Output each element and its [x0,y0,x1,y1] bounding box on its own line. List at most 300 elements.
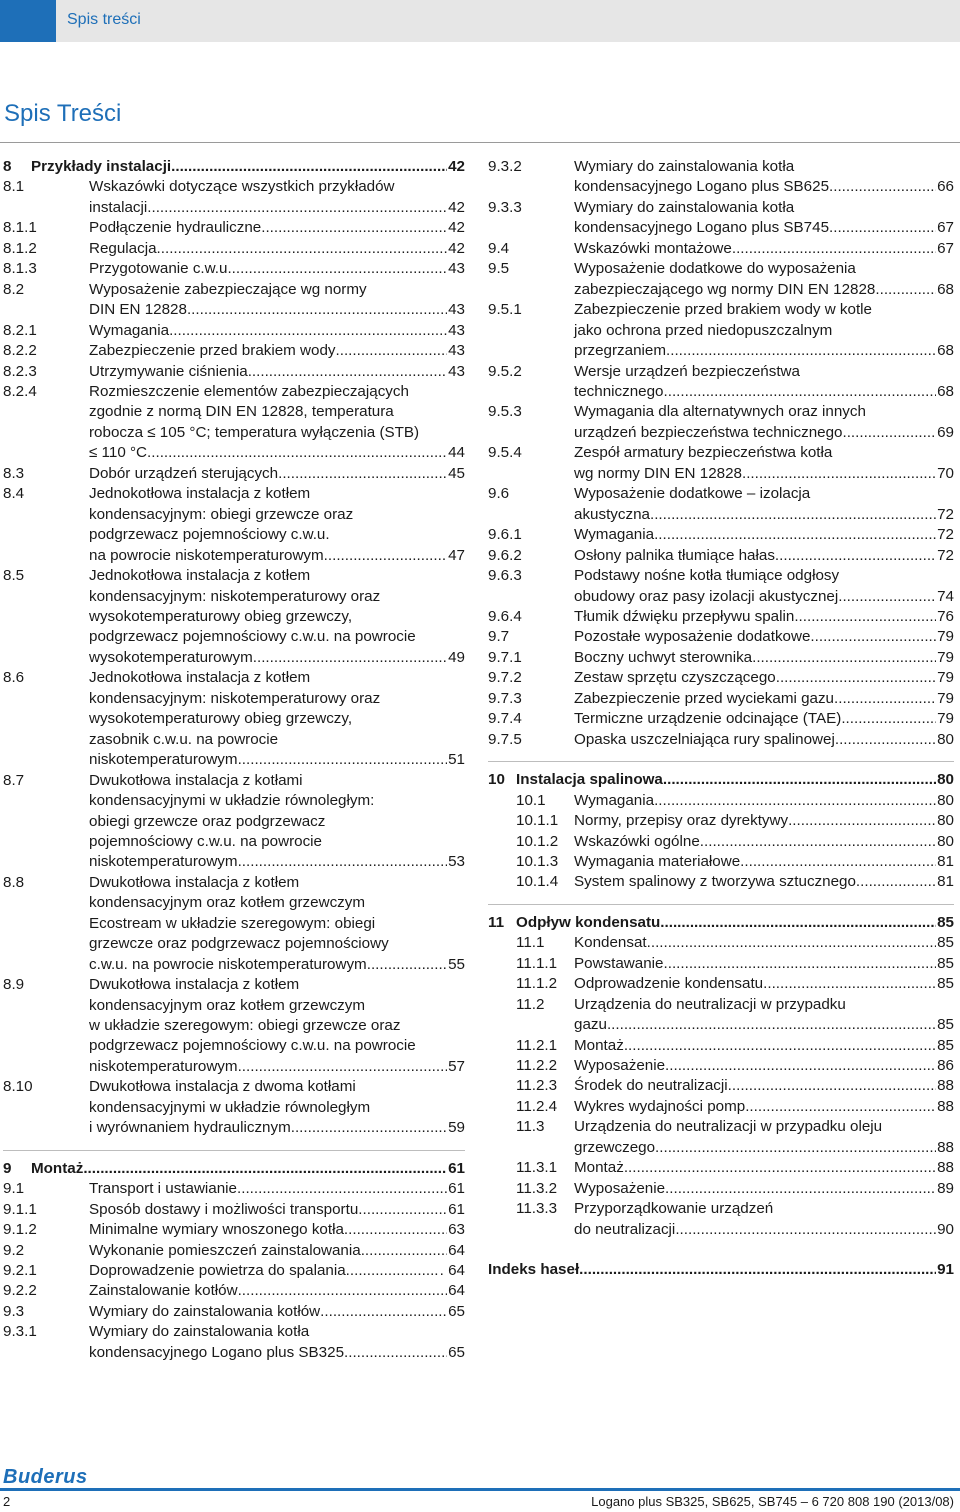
toc-entry-number: 9 [3,1159,12,1177]
toc-entry-number: 11.1 [516,934,545,952]
toc-entry-number: 9.3 [3,1302,25,1320]
dot-leader [238,1281,448,1301]
dot-leader [261,218,447,238]
toc-entry-page: 88 [937,1077,954,1095]
toc-entry-page: 53 [448,853,465,871]
toc-entry[interactable] [3,177,465,218]
toc-entry[interactable] [488,709,954,729]
toc-entry-title-line: Montaż [31,1159,84,1177]
toc-entry[interactable] [3,1077,465,1138]
toc-entry-page: 65 [448,1302,465,1320]
dot-leader [607,1015,936,1035]
toc-entry[interactable] [488,689,954,709]
toc-entry-number: 9.5 [488,260,510,278]
toc-entry-number: 8.8 [3,873,25,891]
dot-leader [579,1260,936,1280]
toc-entry-number: 9.6.1 [488,526,522,544]
toc-entry[interactable] [488,362,954,403]
toc-entry[interactable] [3,771,465,873]
toc-entry-page: 59 [448,1119,465,1137]
toc-entry[interactable] [3,362,465,382]
toc-entry-title-line: kondensacyjnym oraz kotłem grzewczym [89,996,366,1014]
toc-entry-number: 11.1.2 [516,975,558,993]
toc-entry-number: 8.2.3 [3,362,37,380]
toc-entry-title-line: zgodnie z normą DIN EN 12828, temperatura [89,403,394,421]
toc-entry-page: 63 [448,1221,465,1239]
dot-leader [875,280,936,300]
toc-entry[interactable] [3,484,465,566]
toc-right-column [488,157,954,1281]
toc-entry-number: 11.3.2 [516,1179,558,1197]
header-title: Spis treści [67,11,141,28]
toc-entry-title-line: Wskazówki ogólne [574,832,700,850]
toc-entry[interactable] [3,1281,465,1301]
dot-leader [336,341,448,361]
dot-leader [664,382,937,402]
toc-entry-title-line: Zabezpieczenie przed wyciekami gazu [574,689,835,707]
toc-entry[interactable] [3,668,465,770]
toc-entry-page: 74 [937,587,954,605]
toc-entry-number: 11 [488,913,505,931]
toc-entry[interactable] [3,1322,465,1363]
toc-entry-page: 70 [937,464,954,482]
dot-leader [344,1220,447,1240]
toc-entry-number: 9.5.4 [488,444,522,462]
dot-leader [740,852,936,872]
dot-leader [171,157,447,177]
section-divider [3,1150,465,1151]
toc-entry[interactable] [488,1117,954,1158]
toc-entry-title-line: kondensacyjnym: niskotemperaturowy oraz [89,689,381,707]
dot-leader [346,1261,439,1281]
toc-entry-title-line: i wyrównaniem hydraulicznym [89,1119,291,1137]
toc-entry[interactable] [488,402,954,443]
toc-entry-page: 79 [937,669,954,687]
toc-entry[interactable] [3,1159,465,1179]
toc-entry-title-line: Wymagania [89,321,170,339]
dot-leader [624,1036,936,1056]
toc-entry-title-line: Wymagania [574,526,655,544]
dot-leader [841,709,936,729]
toc-entry-title-line: Transport i ustawianie [89,1180,238,1198]
toc-entry-title-line: Wymiary do zainstalowania kotła [574,198,795,216]
toc-entry-number: 11.2.3 [516,1077,558,1095]
dot-leader [752,648,936,668]
toc-entry-page: 85 [937,954,954,972]
toc-entry-title-line: Dwukotłowa instalacja z kotłem [89,976,300,994]
dot-leader [647,933,936,953]
toc-entry-page: 67 [937,239,954,257]
toc-entry-page: 66 [937,178,954,196]
toc-entry-title-line: Przykłady instalacji [31,158,172,175]
toc-entry-title-line: robocza ≤ 105 °C; temperatura wyłączenia (STB) [89,423,420,441]
dot-leader [810,627,936,647]
toc-entry-number: 9.2.1 [3,1262,37,1280]
toc-entry-title-line: Wskazówki montażowe [574,239,732,257]
toc-entry-title-line: Wersje urządzeń bezpieczeństwa [574,362,800,380]
toc-entry[interactable] [488,913,954,933]
toc-entry[interactable] [488,791,954,811]
toc-entry[interactable] [488,627,954,647]
toc-entry-page: 79 [937,648,954,666]
dot-leader [763,974,936,994]
toc-entry-number: 8.1.1 [3,219,37,237]
dot-leader [654,791,936,811]
toc-entry-title-line: technicznego [574,382,664,400]
toc-entry-title-line: Minimalne wymiary wnoszonego kotła [89,1221,344,1239]
toc-entry-page: 89 [937,1179,954,1197]
toc-entry-number: 10.1.3 [516,852,559,870]
toc-entry-page: 44 [448,444,465,462]
toc-entry[interactable] [488,198,954,239]
toc-entry[interactable] [488,832,954,852]
toc-entry-title-line: akustyczna [574,505,650,523]
title-divider [0,142,960,143]
toc-entry-title-line: Dobór urządzeń sterujących [89,464,279,482]
dot-leader [835,730,936,750]
toc-entry[interactable] [488,872,954,892]
toc-entry-title-line: Wyposażenie [574,1179,666,1197]
toc-entry-title-line: Wyposażenie [574,1057,666,1075]
toc-entry-page: 72 [937,546,954,564]
toc-entry[interactable] [3,1302,465,1322]
toc-entry-title-line: Przyporządkowanie urządzeń [574,1200,774,1218]
toc-entry-title-line: Zainstalowanie kotłów [89,1282,238,1300]
toc-entry[interactable] [3,464,465,484]
toc-entry[interactable] [3,566,465,668]
buderus-logo: Buderus [3,1466,88,1488]
document-reference: Logano plus SB325, SB625, SB745 – 6 720 808 190 (2013/08) [591,1494,954,1509]
dot-leader [838,587,936,607]
toc-entry[interactable] [488,566,954,607]
toc-entry-page: 90 [937,1220,954,1238]
toc-entry[interactable] [488,239,954,259]
toc-entry-page: 65 [448,1343,465,1361]
toc-entry-page: 86 [937,1057,954,1075]
toc-entry-title-line: Urządzenia do neutralizacji w przypadku [574,995,846,1013]
toc-entry-title-line: Wymiary do zainstalowania kotłów [89,1302,321,1320]
toc-entry[interactable] [488,730,954,750]
toc-entry-page: 85 [937,913,954,931]
dot-leader [728,1076,936,1096]
toc-entry[interactable] [3,1241,465,1261]
toc-entry-title-line: Podłączenie hydrauliczne [89,219,262,237]
toc-entry-number: 9.1.2 [3,1221,37,1239]
toc-entry-title-line: c.w.u. na powrocie niskotemperaturowym [89,955,367,973]
toc-entry-title-line: pojemnościowy c.w.u. na powrocie [89,832,322,850]
toc-entry-title-line: w układzie szeregowym: obiegi grzewcze oraz [89,1017,401,1035]
toc-entry-title-line: kondensacyjnym: niskotemperaturowy oraz [89,587,381,605]
toc-entry-title-line: podgrzewacz pojemnościowy c.w.u. [89,526,330,544]
toc-entry[interactable] [488,668,954,688]
toc-entry[interactable] [488,852,954,872]
toc-entry-page: 85 [937,1036,954,1054]
dot-leader [367,955,447,975]
toc-entry-title-line: Sposób dostawy i możliwości transportu [89,1200,359,1218]
toc-entry-number: 9.5.1 [488,301,522,319]
toc-entry-page: 43 [448,321,465,339]
toc-entry-page: 85 [937,1016,954,1034]
toc-entry-title-line: jako ochrona przed niedopuszczalnym [574,321,833,339]
toc-entry-number: 11.3.1 [516,1159,558,1177]
toc-entry-title-line: wysokotemperaturowy obieg grzewczy, [89,607,353,625]
toc-entry[interactable] [3,975,465,1077]
toc-entry-page: 68 [937,342,954,360]
toc-entry-number: 11.1.1 [516,954,558,972]
toc-entry-title-line: Dwukotłowa instalacja z dwoma kotłami [89,1078,356,1096]
toc-entry-title-line: Dwukotłowa instalacja z kotłem [89,873,300,891]
toc-entry-title-line: Jednokotłowa instalacja z kotłem [89,485,311,503]
toc-entry-number: 11.2 [516,995,545,1013]
dot-leader [650,505,936,525]
toc-entry[interactable] [488,974,954,994]
toc-entry-title-line: Wyposażenie zabezpieczające wg normy [89,280,367,298]
dot-leader [83,1159,447,1179]
toc-entry[interactable] [488,1076,954,1096]
dot-leader [358,1200,447,1220]
toc-entry-number: 9.7.2 [488,669,522,687]
toc-entry-number: 10.1 [516,791,546,809]
toc-entry-number: 9.7.3 [488,689,522,707]
toc-entry-title-line: Wskazówki dotyczące wszystkich przykładów [89,178,395,196]
toc-entry-title-line: Montaż [574,1159,624,1177]
dot-leader [624,1158,936,1178]
toc-entry-number: 8.2.1 [3,321,37,339]
toc-entry-number: 8.1.2 [3,239,37,257]
dot-leader [842,423,936,443]
footer-divider [0,1488,960,1491]
dot-leader [238,852,448,872]
toc-entry-number: 8 [3,158,12,175]
toc-entry-title-line: urządzeń bezpieczeństwa technicznego [574,423,843,441]
toc-entry-number: 8.2.4 [3,382,37,400]
toc-entry[interactable] [488,443,954,484]
toc-entry-title-line: Instalacja spalinowa [516,771,663,789]
toc-entry-number: 9.3.2 [488,158,522,175]
toc-entry-number: 8.6 [3,669,25,687]
toc-entry-title-line: Przygotowanie c.w.u. [89,260,232,278]
toc-entry-number: 8.4 [3,485,25,503]
dot-leader [169,321,447,341]
toc-entry-number: 9.6.2 [488,546,522,564]
toc-entry-page: 43 [448,301,465,319]
toc-entry-number: 10.1.2 [516,832,559,850]
toc-entry-number: 8.2.2 [3,342,37,360]
toc-entry-number: 9.1 [3,1180,25,1198]
toc-entry[interactable] [3,1179,465,1199]
toc-entry-number: 9.1.1 [3,1200,37,1218]
toc-entry-title-line: Osłony palnika tłumiące hałas [574,546,775,564]
toc-entry[interactable] [488,484,954,525]
toc-entry-number: 10 [488,771,505,789]
toc-entry-number: 9.3.3 [488,198,522,216]
toc-entry-title-line: Indeks haseł [488,1261,580,1279]
toc-entry-number: 11.2.2 [516,1057,558,1075]
toc-entry-title-line: Opaska uszczelniająca rury spalinowej [574,730,835,748]
toc-entry-title-line: kondensacyjnego Logano plus SB625 [574,178,830,196]
dot-leader [232,259,447,279]
section-spacer [488,1240,954,1260]
dot-leader [794,607,936,627]
page-number: 2 [3,1494,11,1509]
dot-leader [665,1179,936,1199]
toc-entry[interactable] [3,218,465,238]
toc-entry-title-line: wysokotemperaturowy obieg grzewczy, [89,710,353,728]
toc-entry-title-line: gazu [574,1016,607,1034]
toc-entry[interactable] [488,1260,954,1280]
toc-entry-title-line: przegrzaniem [574,342,667,360]
toc-entry-page: 76 [937,607,954,625]
toc-entry-title-line: zabezpieczającego wg normy DIN EN 12828 [574,280,876,298]
dot-leader [745,1097,936,1117]
toc-entry[interactable] [3,259,465,279]
toc-entry[interactable] [3,280,465,321]
toc-entry-page: 80 [937,791,954,809]
toc-entry-page: 61 [448,1200,465,1218]
toc-entry[interactable] [488,1158,954,1178]
toc-entry[interactable] [3,1261,465,1281]
toc-entry-page: 80 [937,832,954,850]
toc-entry-title-line: do neutralizacji [574,1220,676,1238]
toc-entry-title-line: obiegi grzewcze oraz podgrzewacz [89,812,326,830]
toc-entry-title-line: Wykonanie pomieszczeń zainstalowania [89,1241,361,1259]
toc-entry-page: 49 [448,648,465,666]
toc-entry[interactable] [3,382,465,464]
toc-entry-title-line: kondensacyjnymi w układzie równoległym [89,1098,371,1116]
toc-entry-number: 9.3.1 [3,1323,37,1341]
header-accent-square [0,0,56,42]
toc-entry-number: 8.7 [3,771,25,789]
toc-entry-title-line: Wymagania materiałowe [574,852,741,870]
toc-entry-title-line: DIN EN 12828 [89,301,187,319]
toc-entry-page: 45 [448,464,465,482]
toc-entry-number: 9.2 [3,1241,25,1259]
toc-entry[interactable] [488,1056,954,1076]
toc-entry-title-line: kondensacyjnym: obiegi grzewcze oraz [89,505,354,523]
toc-entry-title-line: zasobnik c.w.u. na powrocie [89,730,279,748]
toc-entry-title-line: podgrzewacz pojemnościowy c.w.u. na powrocie [89,1037,416,1055]
toc-entry[interactable] [3,321,465,341]
toc-entry-title-line: wysokotemperaturowym [89,648,253,666]
toc-entry-page: . 64 [439,1262,465,1280]
toc-entry[interactable] [488,1097,954,1117]
toc-entry-number: 9.6 [488,485,510,503]
toc-entry-page: 42 [448,219,465,237]
toc-entry-title-line: Zabezpieczenie przed brakiem wody [89,342,336,360]
dot-leader [829,218,936,238]
toc-entry-number: 8.3 [3,464,25,482]
dot-leader [324,546,447,566]
toc-entry[interactable] [488,811,954,831]
toc-entry-title-line: niskotemperaturowym [89,751,238,769]
section-divider [488,761,954,762]
dot-leader [237,1179,447,1199]
toc-entry-title-line: Normy, przepisy oraz dyrektywy [574,812,789,830]
toc-entry-title-line: Regulacja [89,239,157,257]
toc-entry-title-line: Wyposażenie dodatkowe – izolacja [574,485,811,503]
toc-entry-title-line: Utrzymywanie ciśnienia [89,362,248,380]
dot-leader [654,525,936,545]
toc-entry[interactable] [488,157,954,198]
toc-entry[interactable] [3,239,465,259]
toc-entry-page: 80 [937,730,954,748]
toc-entry-number: 8.2 [3,280,25,298]
toc-entry-page: 80 [937,812,954,830]
dot-leader [361,1241,447,1261]
toc-entry[interactable] [488,954,954,974]
toc-entry-title-line: Zespół armatury bezpieczeństwa kotła [574,444,833,462]
toc-entry-title-line: Wyposażenie dodatkowe do wyposażenia [574,260,856,278]
dot-leader [665,1056,936,1076]
toc-entry-page: 51 [448,751,465,769]
dot-leader [660,913,936,933]
dot-leader [157,239,448,259]
toc-entry-page: 42 [448,158,465,175]
toc-entry[interactable] [488,259,954,300]
toc-entry[interactable] [3,1200,465,1220]
dot-leader [238,1057,448,1077]
toc-entry-title-line: Środek do neutralizacji [574,1077,728,1095]
toc-entry-page: 80 [937,771,954,789]
toc-entry-page: 81 [937,873,954,891]
dot-leader [663,770,936,790]
toc-entry[interactable] [488,607,954,627]
toc-entry-number: 9.6.4 [488,607,522,625]
toc-entry[interactable] [488,546,954,566]
toc-entry-page: 64 [448,1241,465,1259]
toc-entry-title-line: Wymiary do zainstalowania kotła [89,1323,310,1341]
toc-entry-page: 43 [448,362,465,380]
toc-entry-page: 42 [448,239,465,257]
toc-entry[interactable] [488,933,954,953]
toc-entry[interactable] [3,157,465,177]
toc-entry-number: 11.3.3 [516,1200,558,1218]
toc-entry[interactable] [3,1220,465,1240]
toc-entry[interactable] [488,300,954,361]
toc-entry[interactable] [488,1179,954,1199]
toc-entry-page: 85 [937,934,954,952]
dot-leader [700,832,936,852]
toc-entry-page: 85 [937,975,954,993]
toc-entry-title-line: kondensacyjnym oraz kotłem grzewczym [89,894,366,912]
toc-entry[interactable] [488,525,954,545]
toc-entry[interactable] [3,341,465,361]
toc-entry-number: 11.2.4 [516,1097,558,1115]
toc-entry[interactable] [488,1199,954,1240]
dot-leader [829,177,936,197]
toc-entry[interactable] [488,770,954,790]
toc-entry-number: 8.1 [3,178,25,196]
toc-entry-title-line: Jednokotłowa instalacja z kotłem [89,567,311,585]
toc-entry[interactable] [488,995,954,1036]
toc-entry-title-line: Powstawanie [574,954,664,972]
toc-entry[interactable] [488,1036,954,1056]
toc-entry-number: 9.7.4 [488,710,522,728]
toc-entry-page: 68 [937,280,954,298]
toc-entry-number: 11.2.1 [516,1036,558,1054]
toc-entry-number: 8.1.3 [3,260,37,278]
page-title: Spis Treści [4,100,122,127]
toc-entry-number: 9.4 [488,239,510,257]
toc-entry-number: 8.9 [3,976,25,994]
toc-entry-page: 64 [448,1282,465,1300]
toc-entry-title-line: ≤ 110 °C [89,444,148,462]
toc-entry[interactable] [3,873,465,975]
toc-entry[interactable] [488,648,954,668]
dot-leader [187,300,447,320]
toc-entry-title-line: niskotemperaturowym [89,853,238,871]
dot-leader [655,1138,936,1158]
